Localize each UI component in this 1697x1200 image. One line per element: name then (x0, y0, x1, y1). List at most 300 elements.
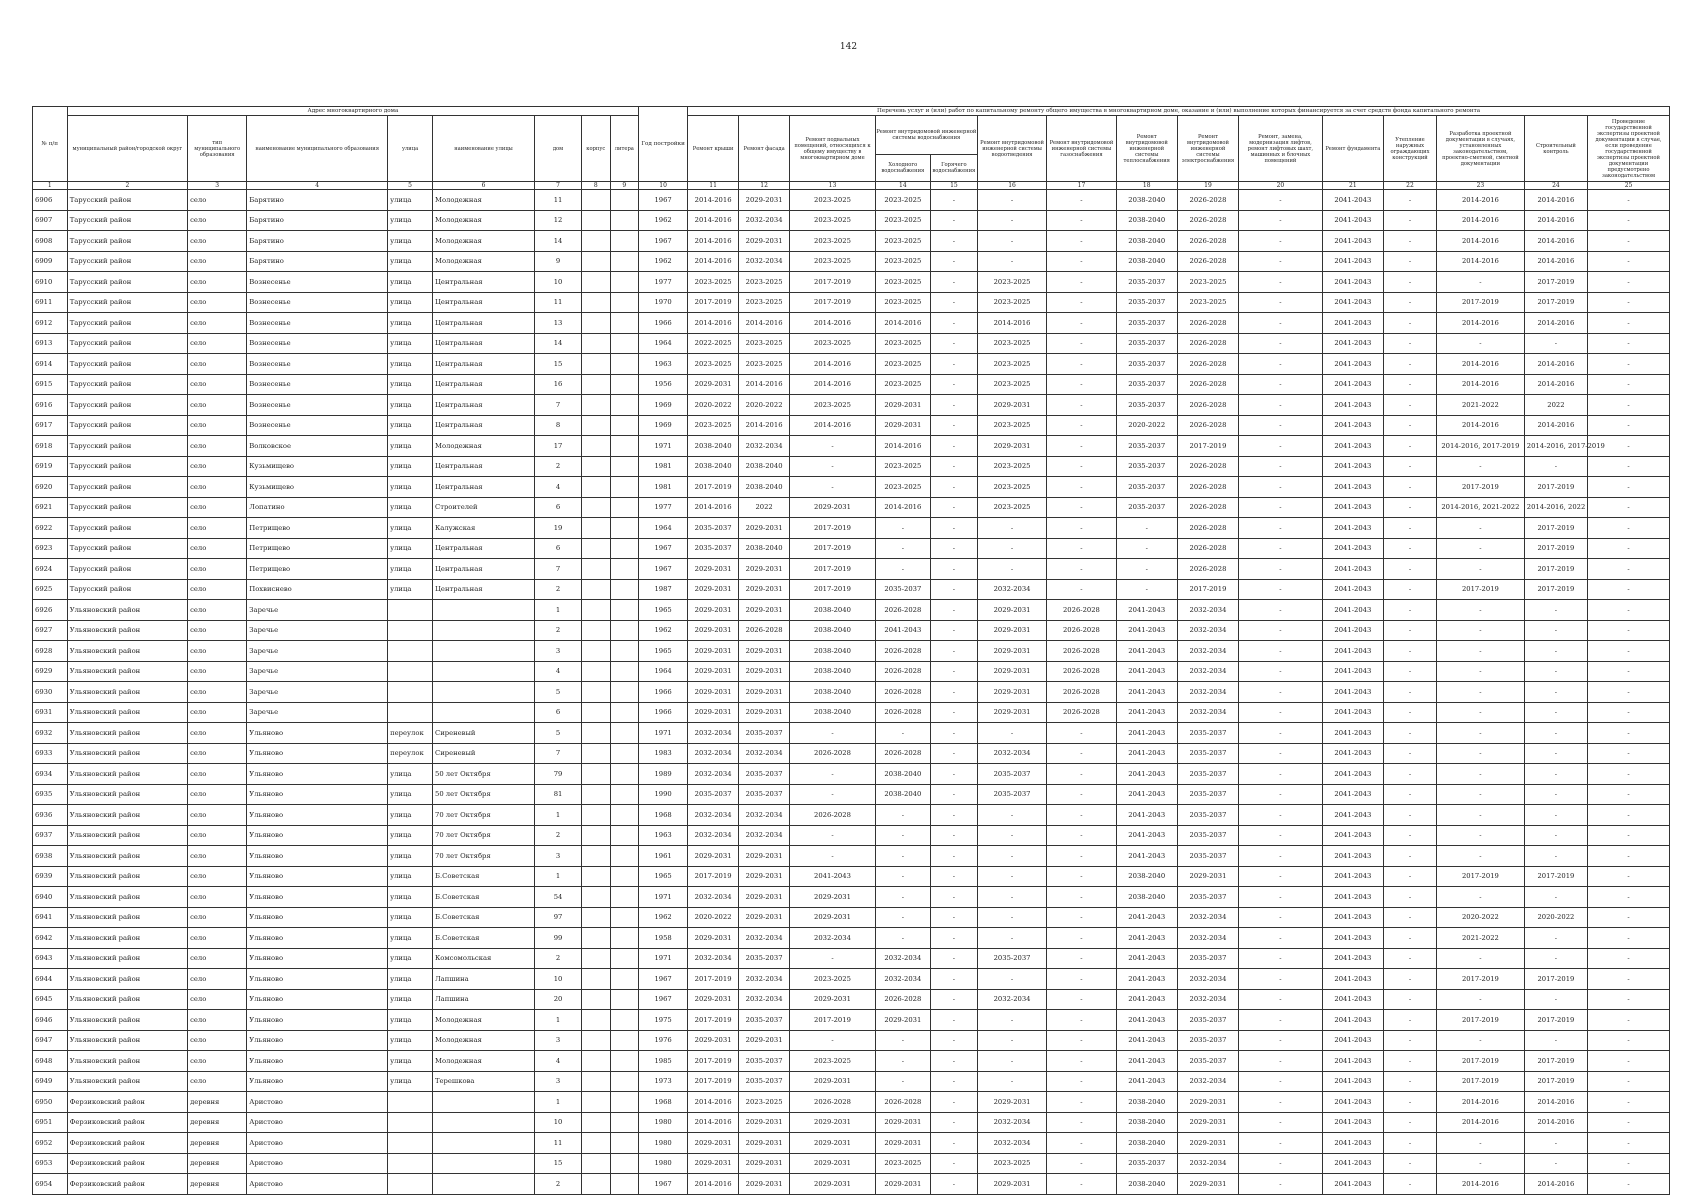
cell-house: 12 (535, 210, 582, 231)
cell-hot-water: - (930, 928, 977, 949)
cell-roof-repair: 2029-2031 (688, 702, 739, 723)
cell-facade-repair: 2029-2031 (739, 682, 790, 703)
cell-insulation: - (1383, 764, 1436, 785)
cell-insulation: - (1383, 1174, 1436, 1195)
cell-house: 97 (535, 907, 582, 928)
cell-electric: 2032-2034 (1177, 989, 1238, 1010)
cell-korpus (581, 620, 610, 641)
cell-litera (610, 456, 639, 477)
cell-house: 4 (535, 1051, 582, 1072)
cell-electric: 2035-2037 (1177, 1010, 1238, 1031)
cell-gas: - (1047, 1092, 1116, 1113)
cell-basement-repair: 2017-2019 (790, 272, 876, 293)
cell-hot-water: - (930, 210, 977, 231)
cell-sewer: - (977, 825, 1046, 846)
cell-electric: 2032-2034 (1177, 682, 1238, 703)
cell-facade-repair: 2029-2031 (739, 866, 790, 887)
cell-gas: - (1047, 723, 1116, 744)
cell-foundation: 2041-2043 (1322, 907, 1383, 928)
cell-design-docs: 2017-2019 (1437, 292, 1525, 313)
cell-design-docs: 2014-2016 (1437, 1112, 1525, 1133)
cell-design-docs: 2014-2016 (1437, 374, 1525, 395)
cell-street-name: 70 лет Октября (433, 846, 535, 867)
cell-facade-repair: 2038-2040 (739, 456, 790, 477)
cell-insulation: - (1383, 866, 1436, 887)
table-row (33, 846, 1670, 867)
column-number: 16 (977, 182, 1046, 190)
cell-litera (610, 272, 639, 293)
cell-mo-type: село (188, 887, 247, 908)
cell-expertise: - (1588, 989, 1670, 1010)
cell-street-name: Центральная (433, 538, 535, 559)
table-row (33, 743, 1670, 764)
cell-mo-type: село (188, 579, 247, 600)
cell-litera (610, 743, 639, 764)
cell-electric: 2026-2028 (1177, 210, 1238, 231)
repair-schedule-table (32, 106, 1670, 1195)
cell-hot-water: - (930, 456, 977, 477)
col-header-mo-type: тип муниципального образования (188, 116, 247, 182)
cell-lift: - (1239, 292, 1323, 313)
cell-mo-name: Кузьмищево (247, 456, 388, 477)
cell-gas: - (1047, 559, 1116, 580)
cell-expertise: - (1588, 969, 1670, 990)
cell-row-number: 6924 (33, 559, 68, 580)
cell-litera (610, 600, 639, 621)
cell-build-year: 1965 (639, 600, 688, 621)
cell-basement-repair: 2038-2040 (790, 600, 876, 621)
cell-sewer: - (977, 1010, 1046, 1031)
table-row (33, 436, 1670, 457)
cell-street-name (433, 1174, 535, 1195)
cell-electric: 2035-2037 (1177, 743, 1238, 764)
cell-sewer: 2029-2031 (977, 620, 1046, 641)
cell-row-number: 6916 (33, 395, 68, 416)
cell-insulation: - (1383, 805, 1436, 826)
cell-electric: 2026-2028 (1177, 538, 1238, 559)
cell-mo-type: село (188, 907, 247, 928)
cell-korpus (581, 292, 610, 313)
cell-facade-repair: 2038-2040 (739, 477, 790, 498)
cell-sewer: 2023-2025 (977, 1153, 1046, 1174)
cell-house: 99 (535, 928, 582, 949)
cell-construction-control: - (1524, 784, 1587, 805)
cell-design-docs: - (1437, 1030, 1525, 1051)
cell-hot-water: - (930, 743, 977, 764)
cell-build-year: 1971 (639, 436, 688, 457)
cell-insulation: - (1383, 313, 1436, 334)
cell-street-type: улица (388, 764, 433, 785)
cell-electric: 2023-2025 (1177, 272, 1238, 293)
cell-row-number: 6913 (33, 333, 68, 354)
cell-roof-repair: 2023-2025 (688, 354, 739, 375)
table-row (33, 723, 1670, 744)
cell-design-docs: 2017-2019 (1437, 1071, 1525, 1092)
table-row (33, 1030, 1670, 1051)
cell-gas: 2026-2028 (1047, 600, 1116, 621)
cell-house: 2 (535, 620, 582, 641)
cell-cold-water: - (875, 825, 930, 846)
cell-street-name: Молодежная (433, 1010, 535, 1031)
cell-sewer: 2023-2025 (977, 415, 1046, 436)
cell-korpus (581, 579, 610, 600)
cell-insulation: - (1383, 333, 1436, 354)
cell-insulation: - (1383, 559, 1436, 580)
cell-foundation: 2041-2043 (1322, 620, 1383, 641)
cell-district: Ульяновский район (67, 1071, 187, 1092)
cell-hot-water: - (930, 887, 977, 908)
cell-mo-name: Ульяново (247, 1071, 388, 1092)
cell-heat: 2041-2043 (1116, 948, 1177, 969)
cell-sewer: - (977, 846, 1046, 867)
cell-heat: 2041-2043 (1116, 825, 1177, 846)
cell-facade-repair: 2029-2031 (739, 641, 790, 662)
cell-insulation: - (1383, 292, 1436, 313)
cell-expertise: - (1588, 641, 1670, 662)
cell-cold-water: 2023-2025 (875, 292, 930, 313)
cell-build-year: 1962 (639, 620, 688, 641)
cell-street-type: улица (388, 907, 433, 928)
cell-litera (610, 497, 639, 518)
cell-design-docs: - (1437, 661, 1525, 682)
cell-street-name (433, 682, 535, 703)
cell-heat: 2035-2037 (1116, 436, 1177, 457)
cell-cold-water: 2023-2025 (875, 272, 930, 293)
cell-house: 6 (535, 538, 582, 559)
cell-foundation: 2041-2043 (1322, 1133, 1383, 1154)
cell-district: Ферзиковский район (67, 1092, 187, 1113)
cell-design-docs: - (1437, 333, 1525, 354)
cell-basement-repair: 2038-2040 (790, 702, 876, 723)
cell-street-type (388, 600, 433, 621)
cell-roof-repair: 2014-2016 (688, 190, 739, 211)
cell-lift: - (1239, 538, 1323, 559)
cell-expertise: - (1588, 477, 1670, 498)
cell-mo-name: Ульяново (247, 723, 388, 744)
cell-cold-water: 2041-2043 (875, 620, 930, 641)
cell-insulation: - (1383, 600, 1436, 621)
cell-build-year: 1969 (639, 395, 688, 416)
cell-district: Ферзиковский район (67, 1112, 187, 1133)
cell-heat: 2035-2037 (1116, 497, 1177, 518)
cell-expertise: - (1588, 1051, 1670, 1072)
cell-mo-name: Ульяново (247, 1051, 388, 1072)
cell-gas: - (1047, 436, 1116, 457)
cell-gas: - (1047, 231, 1116, 252)
cell-roof-repair: 2023-2025 (688, 272, 739, 293)
cell-design-docs: 2014-2016 (1437, 251, 1525, 272)
cell-row-number: 6940 (33, 887, 68, 908)
cell-expertise: - (1588, 333, 1670, 354)
cell-district: Тарусский район (67, 333, 187, 354)
cell-street-type: улица (388, 969, 433, 990)
cell-design-docs: 2014-2016 (1437, 313, 1525, 334)
cell-insulation: - (1383, 969, 1436, 990)
cell-facade-repair: 2029-2031 (739, 907, 790, 928)
cell-roof-repair: 2022-2025 (688, 333, 739, 354)
cell-litera (610, 764, 639, 785)
cell-facade-repair: 2032-2034 (739, 969, 790, 990)
cell-basement-repair: 2026-2028 (790, 1092, 876, 1113)
cell-build-year: 1965 (639, 866, 688, 887)
cell-street-name: Молодежная (433, 436, 535, 457)
cell-basement-repair: 2026-2028 (790, 805, 876, 826)
cell-litera (610, 190, 639, 211)
cell-litera (610, 477, 639, 498)
cell-row-number: 6944 (33, 969, 68, 990)
col-header-expertise: Проведение государственной экспертизы проектной документации в случае, если проведение государственной экспертизы проектной документации предусмотрено законодательством (1588, 116, 1670, 182)
cell-hot-water: - (930, 1174, 977, 1195)
cell-hot-water: - (930, 1030, 977, 1051)
cell-roof-repair: 2014-2016 (688, 1092, 739, 1113)
column-number: 19 (1177, 182, 1238, 190)
cell-mo-name: Вознесенье (247, 395, 388, 416)
cell-construction-control: 2017-2019 (1524, 272, 1587, 293)
cell-lift: - (1239, 272, 1323, 293)
cell-facade-repair: 2014-2016 (739, 415, 790, 436)
cell-hot-water: - (930, 661, 977, 682)
cell-gas: - (1047, 989, 1116, 1010)
cell-house: 3 (535, 1071, 582, 1092)
cell-roof-repair: 2038-2040 (688, 436, 739, 457)
cell-roof-repair: 2029-2031 (688, 1133, 739, 1154)
cell-street-name (433, 1112, 535, 1133)
cell-insulation: - (1383, 395, 1436, 416)
cell-roof-repair: 2032-2034 (688, 887, 739, 908)
cell-electric: 2026-2028 (1177, 251, 1238, 272)
cell-gas: - (1047, 1174, 1116, 1195)
cell-mo-type: село (188, 784, 247, 805)
cell-facade-repair: 2035-2037 (739, 948, 790, 969)
cell-street-type: улица (388, 825, 433, 846)
cell-korpus (581, 1051, 610, 1072)
cell-litera (610, 1092, 639, 1113)
cell-insulation: - (1383, 702, 1436, 723)
col-header-foundation: Ремонт фундамента (1322, 116, 1383, 182)
cell-street-type: улица (388, 190, 433, 211)
col-header-mo-name: наименование муниципального образования (247, 116, 388, 182)
cell-korpus (581, 559, 610, 580)
cell-gas: - (1047, 1112, 1116, 1133)
cell-facade-repair: 2032-2034 (739, 210, 790, 231)
cell-mo-type: село (188, 272, 247, 293)
cell-hot-water: - (930, 415, 977, 436)
cell-construction-control: - (1524, 702, 1587, 723)
cell-korpus (581, 231, 610, 252)
cell-hot-water: - (930, 1133, 977, 1154)
cell-street-name (433, 600, 535, 621)
cell-basement-repair: - (790, 825, 876, 846)
cell-row-number: 6954 (33, 1174, 68, 1195)
cell-construction-control: - (1524, 989, 1587, 1010)
cell-insulation: - (1383, 456, 1436, 477)
cell-hot-water: - (930, 333, 977, 354)
cell-house: 7 (535, 559, 582, 580)
cell-build-year: 1956 (639, 374, 688, 395)
table-row (33, 948, 1670, 969)
cell-heat: 2041-2043 (1116, 846, 1177, 867)
cell-foundation: 2041-2043 (1322, 600, 1383, 621)
capital-repair-table (32, 106, 1670, 1195)
cell-build-year: 1977 (639, 497, 688, 518)
cell-build-year: 1980 (639, 1153, 688, 1174)
cell-insulation: - (1383, 272, 1436, 293)
cell-roof-repair: 2029-2031 (688, 374, 739, 395)
cell-mo-name: Похвиснево (247, 579, 388, 600)
cell-design-docs: 2014-2016, 2017-2019 (1437, 436, 1525, 457)
cell-district: Ульяновский район (67, 1010, 187, 1031)
cell-insulation: - (1383, 1051, 1436, 1072)
cell-sewer: 2014-2016 (977, 313, 1046, 334)
cell-lift: - (1239, 866, 1323, 887)
cell-gas: - (1047, 805, 1116, 826)
cell-basement-repair: 2017-2019 (790, 559, 876, 580)
cell-roof-repair: 2029-2031 (688, 1153, 739, 1174)
cell-mo-type: село (188, 436, 247, 457)
cell-litera (610, 436, 639, 457)
cell-build-year: 1977 (639, 272, 688, 293)
cell-street-name: Молодежная (433, 1030, 535, 1051)
cell-house: 10 (535, 1112, 582, 1133)
table-row (33, 620, 1670, 641)
cell-construction-control: 2014-2016, 2017-2019 (1524, 436, 1587, 457)
cell-facade-repair: 2032-2034 (739, 805, 790, 826)
cell-facade-repair: 2032-2034 (739, 825, 790, 846)
cell-mo-name: Вознесенье (247, 354, 388, 375)
cell-sewer: - (977, 210, 1046, 231)
cell-construction-control: 2017-2019 (1524, 1051, 1587, 1072)
table-row (33, 1112, 1670, 1133)
cell-design-docs: 2014-2016 (1437, 1092, 1525, 1113)
cell-roof-repair: 2017-2019 (688, 477, 739, 498)
table-row (33, 333, 1670, 354)
cell-basement-repair: 2038-2040 (790, 682, 876, 703)
cell-insulation: - (1383, 743, 1436, 764)
cell-street-type (388, 1174, 433, 1195)
cell-korpus (581, 866, 610, 887)
cell-litera (610, 354, 639, 375)
cell-foundation: 2041-2043 (1322, 866, 1383, 887)
cell-mo-type: село (188, 415, 247, 436)
cell-lift: - (1239, 231, 1323, 252)
cell-roof-repair: 2014-2016 (688, 251, 739, 272)
cell-cold-water: - (875, 928, 930, 949)
col-header-heat: Ремонт внутридомовой инженерной системы теплоснабжения (1116, 116, 1177, 182)
cell-build-year: 1985 (639, 1051, 688, 1072)
cell-litera (610, 805, 639, 826)
table-row (33, 825, 1670, 846)
column-number: 23 (1437, 182, 1525, 190)
cell-expertise: - (1588, 928, 1670, 949)
cell-gas: - (1047, 579, 1116, 600)
cell-design-docs: 2014-2016 (1437, 231, 1525, 252)
cell-roof-repair: 2014-2016 (688, 210, 739, 231)
cell-district: Тарусский район (67, 313, 187, 334)
cell-insulation: - (1383, 641, 1436, 662)
cell-mo-name: Барятино (247, 190, 388, 211)
col-header-street-type: улица (388, 116, 433, 182)
cell-design-docs: - (1437, 641, 1525, 662)
cell-district: Ульяновский район (67, 825, 187, 846)
cell-foundation: 2041-2043 (1322, 497, 1383, 518)
cell-sewer: 2032-2034 (977, 743, 1046, 764)
cell-basement-repair: - (790, 846, 876, 867)
cell-hot-water: - (930, 969, 977, 990)
cell-electric: 2035-2037 (1177, 1051, 1238, 1072)
cell-sewer: 2029-2031 (977, 600, 1046, 621)
table-row (33, 272, 1670, 293)
cell-insulation: - (1383, 518, 1436, 539)
cell-district: Ульяновский район (67, 907, 187, 928)
cell-foundation: 2041-2043 (1322, 436, 1383, 457)
cell-construction-control: 2014-2016 (1524, 1112, 1587, 1133)
cell-facade-repair: 2023-2025 (739, 1092, 790, 1113)
cell-house: 11 (535, 1133, 582, 1154)
cell-expertise: - (1588, 948, 1670, 969)
cell-facade-repair: 2029-2031 (739, 579, 790, 600)
cell-insulation: - (1383, 477, 1436, 498)
cell-street-name: Центральная (433, 559, 535, 580)
cell-basement-repair: 2023-2025 (790, 210, 876, 231)
cell-cold-water: 2029-2031 (875, 415, 930, 436)
cell-mo-name: Вознесенье (247, 415, 388, 436)
cell-design-docs: - (1437, 702, 1525, 723)
cell-house: 3 (535, 641, 582, 662)
cell-mo-type: село (188, 538, 247, 559)
cell-hot-water: - (930, 1092, 977, 1113)
cell-mo-type: село (188, 948, 247, 969)
column-number: 1 (33, 182, 68, 190)
cell-expertise: - (1588, 784, 1670, 805)
cell-design-docs: 2014-2016 (1437, 415, 1525, 436)
cell-gas: 2026-2028 (1047, 661, 1116, 682)
cell-roof-repair: 2038-2040 (688, 456, 739, 477)
cell-street-type: улица (388, 1030, 433, 1051)
cell-facade-repair: 2029-2031 (739, 887, 790, 908)
cell-build-year: 1980 (639, 1133, 688, 1154)
cell-house: 13 (535, 313, 582, 334)
cell-sewer: 2023-2025 (977, 374, 1046, 395)
cell-build-year: 1973 (639, 1071, 688, 1092)
cell-construction-control: - (1524, 723, 1587, 744)
cell-litera (610, 1030, 639, 1051)
cell-street-type: улица (388, 1051, 433, 1072)
cell-mo-type: село (188, 682, 247, 703)
cell-lift: - (1239, 928, 1323, 949)
cell-gas: 2026-2028 (1047, 641, 1116, 662)
cell-street-type: улица (388, 374, 433, 395)
cell-build-year: 1962 (639, 210, 688, 231)
cell-korpus (581, 354, 610, 375)
cell-roof-repair: 2023-2025 (688, 415, 739, 436)
cell-district: Ферзиковский район (67, 1153, 187, 1174)
cell-street-type: улица (388, 559, 433, 580)
cell-sewer: - (977, 231, 1046, 252)
cell-foundation: 2041-2043 (1322, 477, 1383, 498)
cell-gas: - (1047, 784, 1116, 805)
cell-district: Ульяновский район (67, 702, 187, 723)
cell-gas: 2026-2028 (1047, 702, 1116, 723)
cell-construction-control: - (1524, 743, 1587, 764)
col-header-korpus: корпус (581, 116, 610, 182)
cell-korpus (581, 805, 610, 826)
cell-lift: - (1239, 805, 1323, 826)
cell-row-number: 6915 (33, 374, 68, 395)
table-row (33, 1153, 1670, 1174)
cell-korpus (581, 251, 610, 272)
cell-lift: - (1239, 846, 1323, 867)
cell-construction-control: - (1524, 825, 1587, 846)
